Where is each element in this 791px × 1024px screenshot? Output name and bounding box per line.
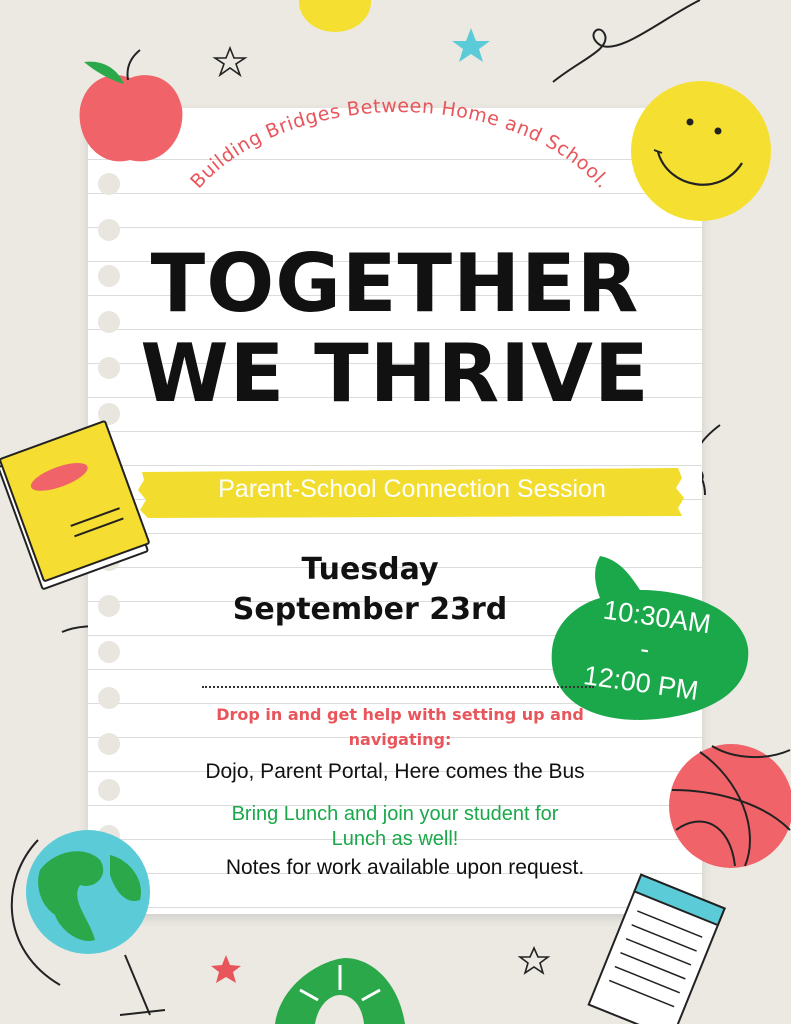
help-line-2: navigating: [348,730,452,749]
apps-line: Dojo, Parent Portal, Here comes the Bus [205,760,585,783]
globe-icon [12,830,165,1015]
protractor-icon [275,958,405,1024]
title-line-1: TOGETHER [150,237,640,330]
basketball-icon [669,744,791,868]
help-line-1: Drop in and get help with setting up and [216,705,584,724]
event-date: September 23rd [232,592,508,627]
tagline: Building Bridges Between Home and School. [186,94,615,193]
dotted-divider [202,686,594,688]
notepad-icon [589,875,725,1024]
lunch-line-1: Bring Lunch and join your student for [231,803,559,825]
lunch-line-2: Lunch as well! [331,828,459,850]
session-label: Parent-School Connection Session [218,475,606,503]
title-line-2: WE THRIVE [140,327,650,420]
time-separator: - [638,633,652,665]
time-end: 12:00 PM [581,660,701,706]
time-start: 10:30AM [601,594,713,640]
notes-line: Notes for work available upon request. [225,856,585,879]
event-day: Tuesday [301,552,439,587]
book-icon [0,421,152,589]
